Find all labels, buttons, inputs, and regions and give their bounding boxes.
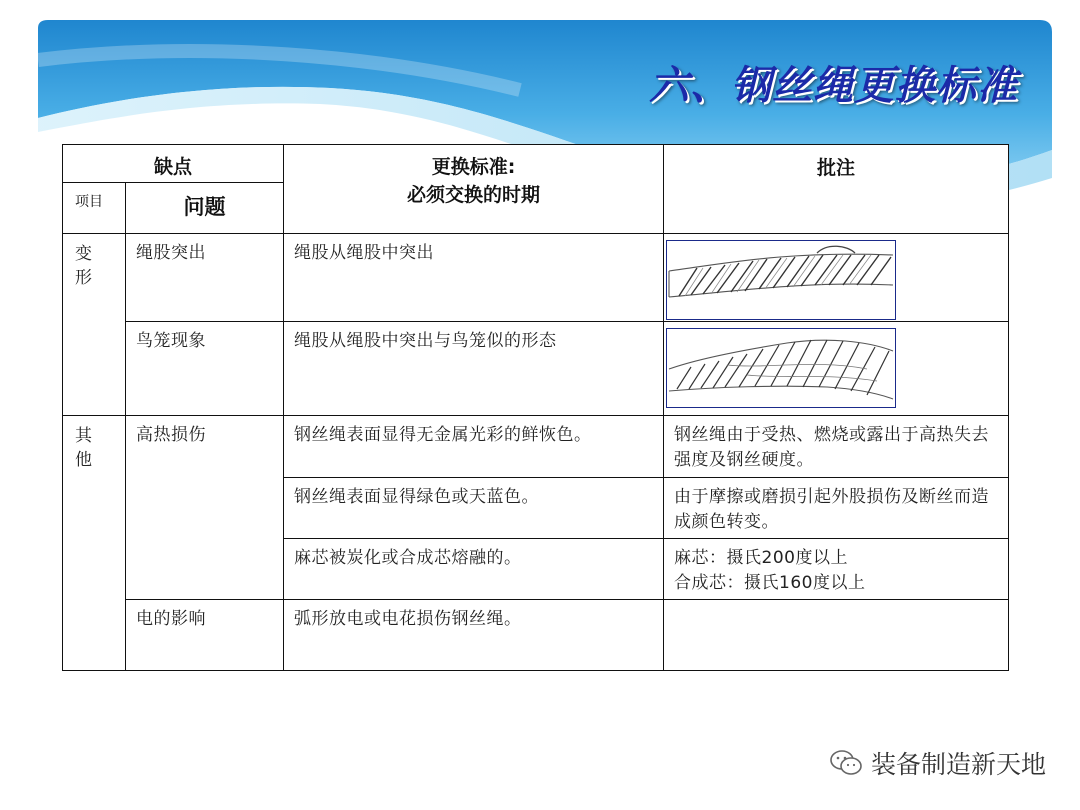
standard-cell: 麻芯被炭化或合成芯熔融的。 (284, 539, 664, 600)
standard-cell: 钢丝绳表面显得绿色或天蓝色。 (284, 478, 664, 539)
category-text: 他 (75, 450, 92, 470)
note-line: 麻芯：摄氏200度以上 (674, 548, 848, 568)
problem-cell: 电的影响 (126, 600, 284, 671)
problem-cell: 高热损伤 (126, 416, 284, 600)
note-cell (664, 539, 1009, 600)
standard-cell: 弧形放电或电花损伤钢丝绳。 (284, 600, 664, 671)
note-line: 合成芯：摄氏160度以上 (674, 573, 866, 593)
watermark (829, 745, 1046, 781)
problem-cell: 绳股突出 (126, 234, 284, 322)
header-standard-line2: 必须交换的时期 (407, 184, 541, 206)
category-text: 形 (75, 268, 92, 288)
header-standard (284, 145, 664, 234)
header-standard-line1: 更换标准: (431, 156, 516, 178)
note-cell (664, 600, 1009, 671)
header-note: 批注 (664, 145, 1009, 234)
header-defect: 缺点 (63, 145, 284, 183)
standard-cell: 钢丝绳表面显得无金属光彩的鲜恢色。 (284, 416, 664, 478)
wechat-icon (829, 748, 863, 778)
category-deformation (63, 234, 126, 416)
note-cell: 钢丝绳由于受热、燃烧或露出于高热失去强度及钢丝硬度。 (664, 416, 1009, 478)
table-row (63, 416, 1009, 478)
standard-cell: 绳股从绳股中突出与鸟笼似的形态 (284, 322, 664, 416)
table-row (63, 234, 1009, 322)
slide-title: 六、钢丝绳更换标准 (649, 63, 1018, 109)
header-item: 项目 (63, 183, 126, 234)
standard-cell: 绳股从绳股中突出 (284, 234, 664, 322)
note-image-cell (664, 234, 1009, 322)
rope-birdcage-image (666, 328, 896, 408)
category-text: 其 (75, 426, 92, 446)
table-row (63, 322, 1009, 416)
note-cell: 由于摩擦或磨损引起外股损伤及断丝而造成颜色转变。 (664, 478, 1009, 539)
replacement-standard-table (62, 144, 1009, 671)
problem-cell: 鸟笼现象 (126, 322, 284, 416)
note-image-cell (664, 322, 1009, 416)
category-text: 变 (75, 244, 92, 264)
category-other (63, 416, 126, 671)
header-problem: 问题 (126, 183, 284, 234)
table-row (63, 600, 1009, 671)
rope-strand-protrusion-image (666, 240, 896, 320)
watermark-text: 装备制造新天地 (870, 750, 1046, 779)
